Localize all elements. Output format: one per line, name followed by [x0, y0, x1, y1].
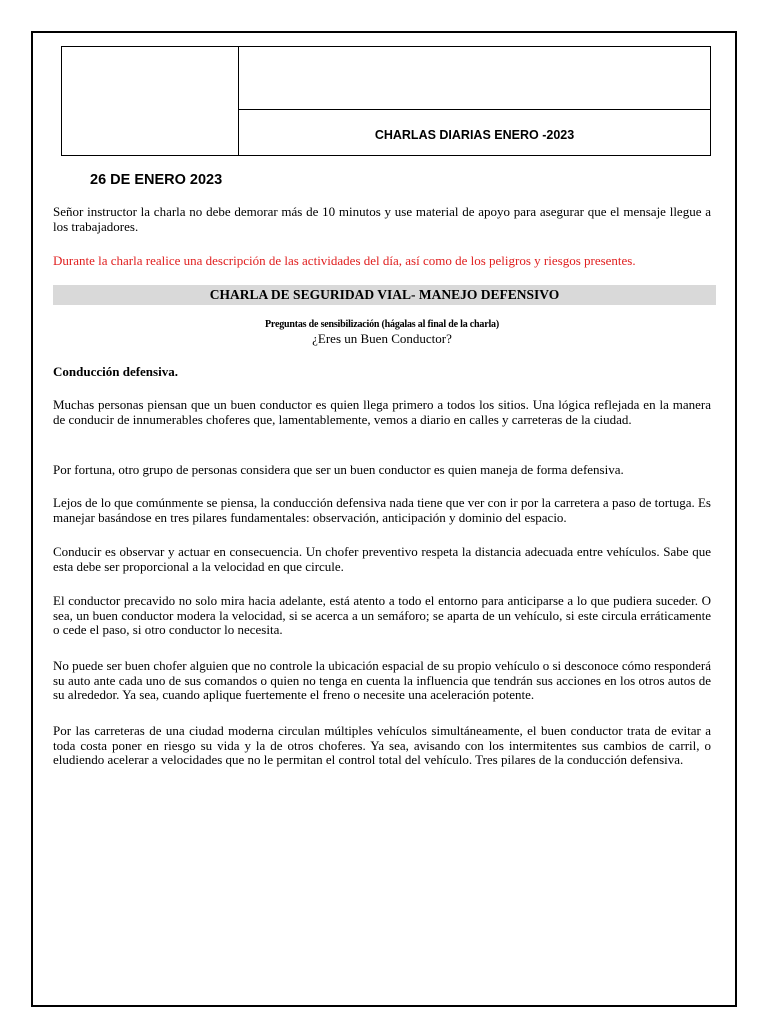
body-paragraph: El conductor precavido no solo mira hacia adelante, está atento a todo el entorno para anticiparse a lo que pudiera suceder. O sea, un buen conductor modera la velocidad, si se acerca a un semáforo; se aparta de un vehículo, si este circula erráticamente o cede el paso, si otro conductor lo necesita.	[53, 593, 711, 638]
body-paragraph: Por las carreteras de una ciudad moderna circulan múltiples vehículos simultáneamente, el buen conductor trata de evitar a toda costa poner en riesgo su vida y la de otros choferes. Ya sea, avisando con los intermitentes sus cambios de carril, o eludiendo acelerar a velocidades que no le permitan el control total del vehículo. Tres pilares de la conducción defensiva.	[53, 723, 711, 768]
body-paragraph: Muchas personas piensan que un buen conductor es quien llega primero a todos los sitios. Una lógica reflejada en la manera de conducir de innumerables choferes que, lamentablemente, vemos a diario en calles y carreteras de la ciudad.	[53, 397, 711, 427]
body-paragraph: Lejos de lo que comúnmente se piensa, la conducción defensiva nada tiene que ver con ir por la carretera a paso de tortuga. Es manejar basándose en tres pilares fundamentales: observación, anticipación y dominio del espacio.	[53, 495, 711, 525]
body-heading: Conducción defensiva.	[53, 364, 178, 379]
talk-date: 26 DE ENERO 2023	[90, 172, 223, 188]
activities-warning: Durante la charla realice una descripción de las actividades del día, así como de los peligros y riesgos presentes.	[53, 253, 636, 268]
body-paragraph: Por fortuna, otro grupo de personas considera que ser un buen conductor es quien maneja de forma defensiva.	[53, 462, 624, 477]
body-paragraph: No puede ser buen chofer alguien que no controle la ubicación espacial de su propio vehículo o si desconoce cómo responderá su auto ante cada uno de sus comandos o quien no tenga en cuenta la influencia que tendrán sus acciones en los otros autos de su alrededor. Ya sea, cuando aplique fuertemente el freno o necesite una aceleración potente.	[53, 658, 711, 703]
awareness-question: ¿Eres un Buen Conductor?	[312, 331, 452, 346]
section-title-bar	[53, 285, 716, 305]
document-title: CHARLAS DIARIAS ENERO -2023	[374, 127, 575, 142]
header-empty-cell	[239, 47, 710, 110]
section-title: CHARLA DE SEGURIDAD VIAL- MANEJO DEFENSIVO	[209, 287, 560, 302]
body-paragraph: Conducir es observar y actuar en consecuencia. Un chofer preventivo respeta la distancia adecuada entre vehículos. Sabe que esta debe ser proporcional a la velocidad en que circule.	[53, 544, 711, 574]
awareness-questions-title: Preguntas de sensibilización (hágalas al final de la charla)	[265, 319, 499, 330]
instructor-note: Señor instructor la charla no debe demorar más de 10 minutos y use material de apoyo para asegurar que el mensaje llegue a los trabajadores.	[53, 204, 711, 234]
logo-cell	[62, 47, 239, 155]
header-table	[61, 46, 711, 156]
